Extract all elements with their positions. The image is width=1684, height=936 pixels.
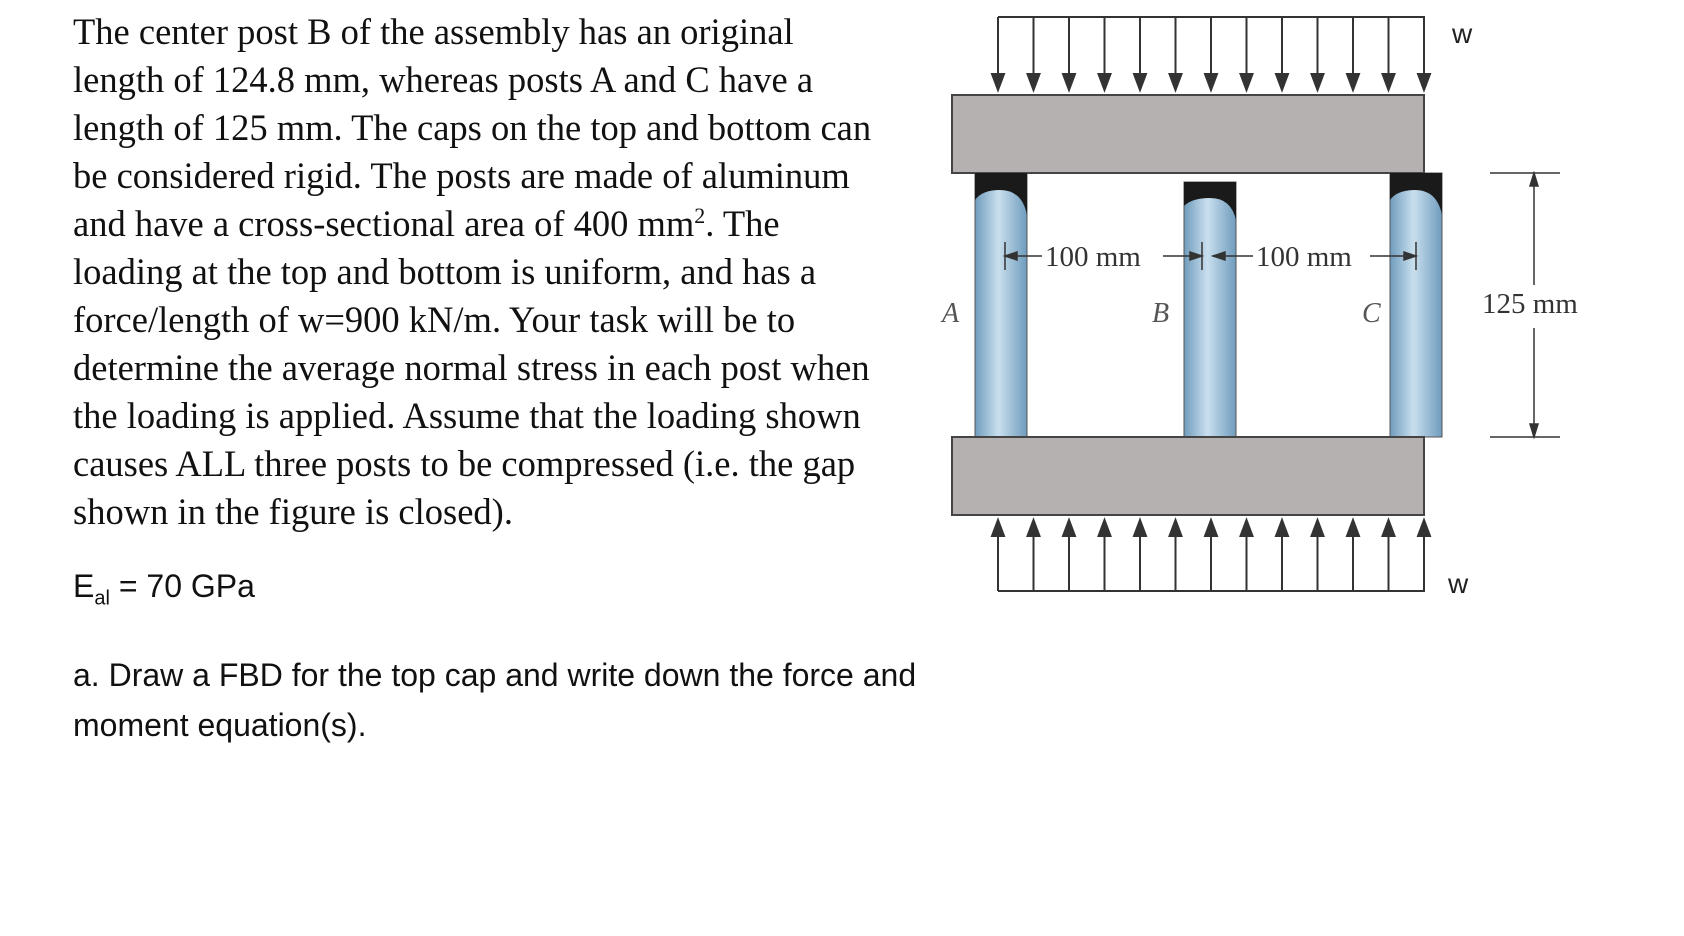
bottom-cap	[952, 437, 1424, 515]
top-load-arrowhead-0	[992, 74, 1004, 90]
bottom-load-arrowhead-10	[1347, 520, 1359, 536]
bottom-load-arrowhead-4	[1134, 520, 1146, 536]
modulus-symbol: E	[73, 568, 95, 604]
top-cap	[952, 95, 1424, 173]
bottom-load-arrows	[992, 520, 1430, 591]
dimension-bc-label: 100 mm	[1256, 241, 1352, 273]
dimension-ab-label: 100 mm	[1045, 241, 1141, 273]
assembly-figure	[930, 0, 1610, 600]
dimension-height-label: 125 mm	[1482, 288, 1578, 320]
top-load-arrowhead-3	[1099, 74, 1111, 90]
bottom-load-arrowhead-11	[1383, 520, 1395, 536]
post-a-label: A	[942, 298, 960, 329]
problem-intro: The center post B of the assembly has an original length of 124.8 mm, whereas posts A and C have a length of 125 mm. The caps on the top and bottom can be considered rigid. The posts are made of aluminum and have a cross-sectional area of 400 mm	[73, 11, 872, 244]
problem-rest: . The loading at the top and bottom is uniform, and has a force/length of w=900 kN/m. Your task will be to determine the average normal stress in each post when the loading is applied. Assume that the loading shown causes ALL three posts to be compressed (i.e. the gap shown in the figure is closed).	[73, 203, 870, 532]
modulus-line	[73, 568, 255, 610]
post-b-label: B	[1152, 298, 1170, 329]
bottom-load-arrowhead-12	[1418, 520, 1430, 536]
top-load-label: w	[1452, 18, 1473, 49]
top-load-arrowhead-10	[1347, 74, 1359, 90]
bottom-load-arrowhead-8	[1276, 520, 1288, 536]
modulus-value: = 70 GPa	[109, 568, 255, 604]
top-load-arrowhead-4	[1134, 74, 1146, 90]
area-exponent: 2	[694, 202, 706, 228]
top-load-arrowhead-7	[1241, 74, 1253, 90]
top-load-arrowhead-5	[1170, 74, 1182, 90]
post-c	[1390, 173, 1442, 437]
bottom-load-arrowhead-5	[1170, 520, 1182, 536]
bottom-load-arrowhead-9	[1312, 520, 1324, 536]
post-c-label: C	[1362, 298, 1381, 329]
bottom-load-arrowhead-0	[992, 520, 1004, 536]
post-b	[1184, 182, 1236, 437]
problem-statement	[73, 8, 893, 536]
top-load-arrowhead-2	[1063, 74, 1075, 90]
post-a	[975, 173, 1027, 437]
question-part-a: a. Draw a FBD for the top cap and write down the force and moment equation(s).	[73, 657, 917, 743]
top-load-arrowhead-1	[1028, 74, 1040, 90]
bottom-load-arrowhead-1	[1028, 520, 1040, 536]
bottom-load-label: w	[1448, 568, 1469, 599]
modulus-subscript: al	[94, 587, 110, 610]
top-load-arrowhead-12	[1418, 74, 1430, 90]
top-load-arrowhead-8	[1276, 74, 1288, 90]
bottom-load-arrowhead-6	[1205, 520, 1217, 536]
top-load-arrowhead-11	[1383, 74, 1395, 90]
top-load-arrowhead-6	[1205, 74, 1217, 90]
top-load-arrowhead-9	[1312, 74, 1324, 90]
top-load-arrows	[992, 17, 1430, 90]
bottom-load-arrowhead-3	[1099, 520, 1111, 536]
bottom-load-arrowhead-7	[1241, 520, 1253, 536]
bottom-load-arrowhead-2	[1063, 520, 1075, 536]
